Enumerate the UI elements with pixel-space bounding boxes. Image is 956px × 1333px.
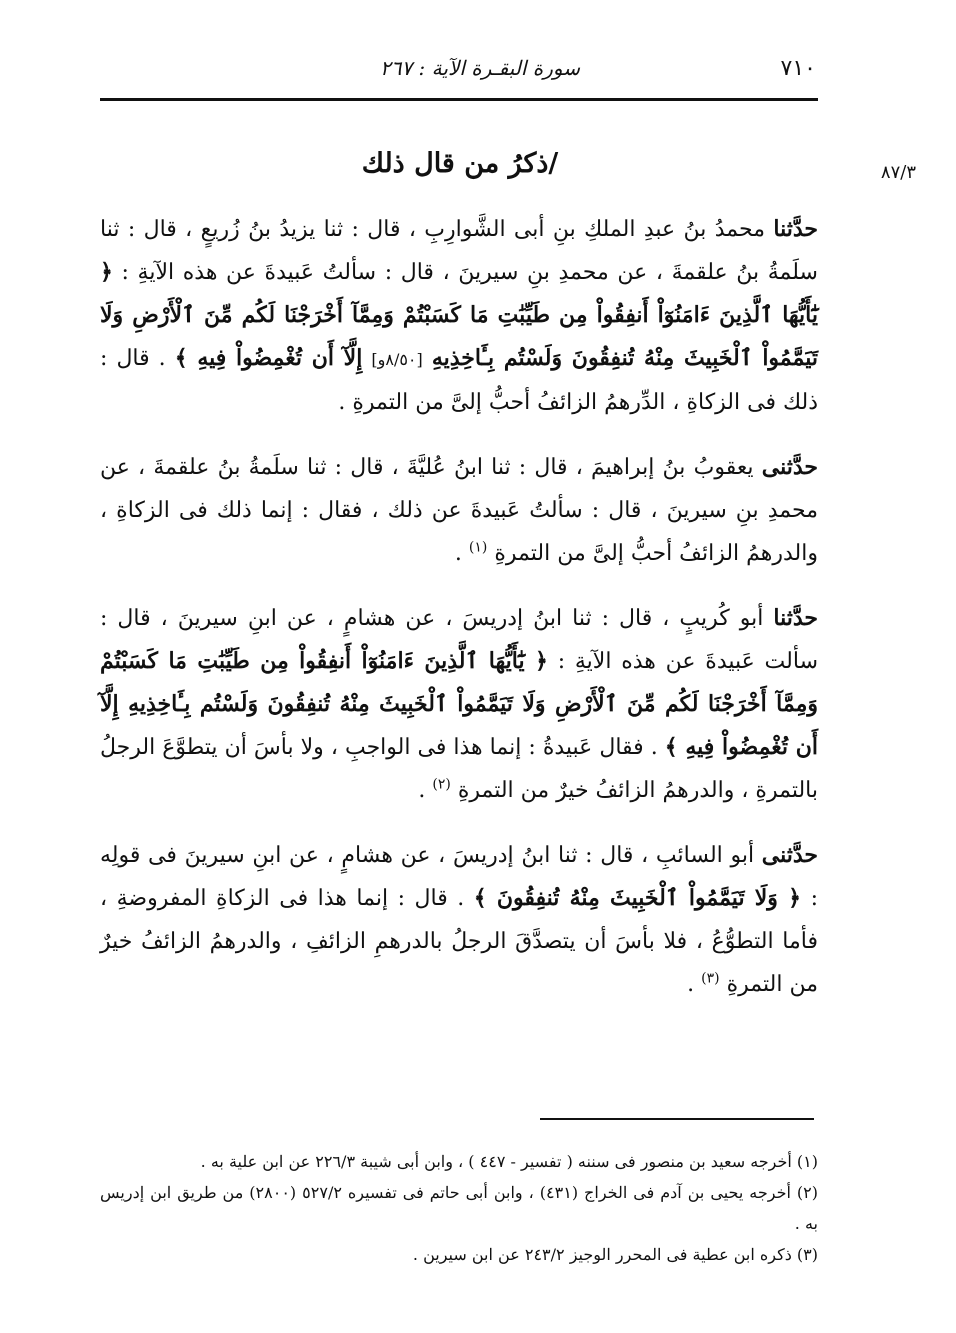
narration-end: .: [418, 778, 426, 803]
narration-text: . فقال عَبيدةُ : إنما هذا فى الواجبِ ، ولا بأسَ أن يتطوَّعَ الرجلُ بالتمرةِ ، والدرهمُ الزائفُ خيرٌ من التمرةِ: [100, 735, 818, 803]
footnote-rule: [540, 1118, 814, 1120]
footnote-marker: (٣): [701, 970, 720, 987]
footnote-marker: (٢): [432, 776, 451, 793]
running-title: سورة البقـرة الآية : ٢٦٧: [379, 56, 581, 80]
footnote-3: (٣) ذكره ابن عطية فى المحرر الوجيز ٢٤٣/٢ عن ابن سيرين .: [412, 1245, 818, 1264]
narration-lead: حدَّثنا: [773, 216, 818, 242]
narration-end: .: [454, 541, 462, 566]
narration-chain: أبو السائبِ ، قال : ثنا ابنُ إدريسَ ، عن هشامٍ ، عن ابنِ سيرينَ فى قولِه :: [100, 843, 818, 911]
footnotes: [100, 1146, 818, 1270]
section-heading: /ذكرُ من قال ذلك: [361, 148, 559, 179]
page-number: ٧١٠: [780, 56, 816, 81]
narration-lead: حدَّثنا: [773, 605, 818, 631]
narration-lead: حدَّثنى: [761, 842, 818, 868]
hadith-paragraph-1: [100, 208, 818, 424]
margin-reference: ٨٧/٣: [880, 162, 916, 183]
header-rule: [100, 98, 818, 101]
narration-end: .: [687, 972, 695, 997]
body-text: [100, 208, 818, 1028]
running-header: [100, 52, 816, 92]
narration-text: يعقوبُ بنُ إبراهيمَ ، قال : ثنا ابنُ عُليَّةَ ، قال : ثنا سلَمةُ بنُ علقمةَ ، عن محمدِ بنِ سيرينَ ، قال : سألتُ عَبيدةَ عن ذلك ، فقال : إنما ذلك فى الزكاةِ ، والدرهمُ الزائفُ أحبُّ إلىَّ من التمرةِ: [100, 455, 818, 566]
narration-text: . قال : ذلك فى الزكاةِ ، الدِّرهمُ الزائفُ أحبُّ إلىَّ من التمرةِ .: [100, 346, 818, 415]
hadith-paragraph-4: [100, 834, 818, 1006]
narration-text: . قال : إنما هذا فى الزكاةِ المفروضةِ ، فأما التطوُّعُ ، فلا بأسَ أن يتصدَّقَ الرجلُ بالدرهمِ الزائفِ ، والدرهمُ الزائفُ خيرٌ من التمرةِ: [100, 886, 818, 997]
manuscript-ref: [٨/٥٠و]: [371, 350, 423, 369]
quran-verse-end: إِلَّآ أَن تُغْمِضُواْ فِيهِ ﴾: [174, 345, 363, 371]
narration-chain: أبو كُريبٍ ، قال : ثنا ابنُ إدريسَ ، عن هشامٍ ، عن ابنِ سيرينَ ، قال : سألت عَبيدةَ عن هذه الآيةِ :: [100, 606, 818, 674]
quran-verse: ﴿ وَلَا تَيَمَّمُواْ ٱلْخَبِيثَ مِنْهُ تُنفِقُونَ ﴾: [473, 885, 802, 911]
hadith-paragraph-3: [100, 597, 818, 812]
footnote-marker: (١): [468, 539, 488, 556]
narration-chain: محمدُ بنُ عبدِ الملكِ بنِ أبى الشَّوارِبِ ، قال : ثنا يزيدُ بنُ زُريعٍ ، قال : ثنا سلَمةُ بنُ علقمةَ ، عن محمدِ بنِ سيرينَ ، قال : سألتُ عَبيدةَ عن هذه الآيةِ :: [100, 217, 818, 285]
quran-verse: ﴿ يَٰٓأَيُّهَا ٱلَّذِينَ ءَامَنُوٓاْ أَنفِقُواْ مِن طَيِّبَٰتِ مَا كَسَبْتُمْ وَمِمَّآ أَخْرَجْنَا لَكُم مِّنَ ٱلْأَرْضِ وَلَا تَيَمَّمُواْ ٱلْخَبِيثَ مِنْهُ تُنفِقُونَ وَلَسْتُم بِـَٔاخِذِيهِ: [100, 259, 819, 371]
hadith-paragraph-2: [100, 446, 818, 575]
quran-verse: ﴿ يَٰٓأَيُّهَا ٱلَّذِينَ ءَامَنُوٓاْ أَنفِقُواْ مِن طَيِّبَٰتِ مَا كَسَبْتُمْ وَمِمَّآ أَخْرَجْنَا لَكُم مِّنَ ٱلْأَرْضِ وَلَا تَيَمَّمُواْ ٱلْخَبِيثَ مِنْهُ تُنفِقُونَ وَلَسْتُم بِـَٔاخِذِيهِ إِلَّآ أَن تُغْمِضُواْ فِيهِ ﴾: [100, 648, 818, 760]
narration-lead: حدَّثنى: [761, 454, 818, 480]
footnote-2: (٢) أخرجه يحيى بن آدم فى الخراج (٤٣١) ، وابن أبى حاتم فى تفسيره ٥٢٧/٢ (٢٨٠٠) من طريق ابن إدريس به .: [100, 1183, 819, 1233]
footnote-1: (١) أخرجه سعيد بن منصور فى سننه ( تفسير - ٤٤٧ ) ، وابن أبى شيبة ٢٢٦/٣ عن ابن علية به .: [200, 1152, 818, 1171]
